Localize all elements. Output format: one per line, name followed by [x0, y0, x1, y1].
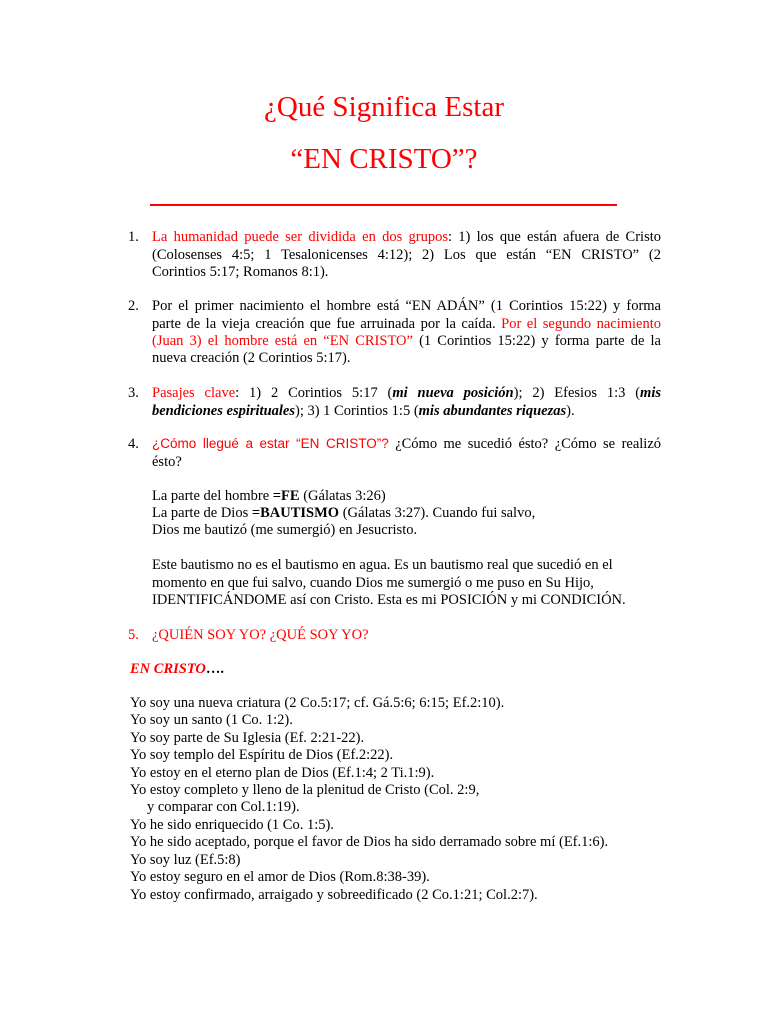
item-highlight: La humanidad puede ser dividida en dos grupos — [152, 229, 448, 245]
list-item: y comparar con Col.1:19). — [147, 799, 300, 815]
item-text-line: (Colosenses 4:5; 1 Tesalonicenses 4:12); 2) Los que están “EN CRISTO” (2 — [152, 247, 661, 263]
item-text-line: ¿Cómo llegué a estar “EN CRISTO”? ¿Cómo me sucedió ésto? ¿Cómo se realizó — [152, 436, 662, 452]
page-title-line-2: “EN CRISTO”? — [290, 143, 478, 175]
item-highlight: (Juan 3) el hombre está en “EN CRISTO” — [152, 333, 413, 349]
section-heading: EN CRISTO…. — [130, 661, 225, 677]
item-text-line: Dios me bautizó (me sumergió) en Jesucristo. — [152, 522, 418, 538]
emphasis: bendiciones espirituales — [152, 403, 295, 419]
item-text-line: Corintios 5:17; Romanos 8:1). — [152, 264, 329, 280]
item-text-line: momento en que fui salvo, cuando Dios me sumergió o me puso en Su Hijo, — [152, 575, 594, 591]
page-title-line-1: ¿Qué Significa Estar — [264, 91, 504, 123]
emphasis: =BAUTISMO — [251, 505, 340, 521]
item-text-line: La parte de Dios =BAUTISMO (Gálatas 3:27). Cuando fui salvo, — [152, 505, 536, 521]
item-text-line: IDENTIFICÁNDOME así con Cristo. Esta es mi POSICIÓN y mi CONDICIÓN. — [152, 592, 626, 608]
item-text-line: ésto? — [152, 454, 182, 470]
item-text-line: Este bautismo no es el bautismo en agua. Es un bautismo real que sucedió en el — [152, 557, 613, 573]
emphasis: mis — [640, 385, 661, 401]
item-number: 4. — [128, 436, 139, 452]
emphasis: mi nueva posición — [392, 385, 514, 401]
list-item: Yo estoy confirmado, arraigado y sobreedificado (2 Co.1:21; Col.2:7). — [130, 887, 538, 903]
list-item: Yo he sido aceptado, porque el favor de Dios ha sido derramado sobre mí (Ef.1:6). — [130, 834, 609, 850]
list-item: Yo soy parte de Su Iglesia (Ef. 2:21-22). — [130, 730, 365, 746]
list-item: Yo estoy en el eterno plan de Dios (Ef.1:4; 2 Ti.1:9). — [130, 765, 435, 781]
list-item: Yo soy luz (Ef.5:8) — [130, 852, 241, 868]
item-highlight: Por el segundo nacimiento — [501, 316, 662, 332]
item-text-line: nueva creación (2 Corintios 5:17). — [152, 350, 351, 366]
item-number: 5. — [128, 627, 139, 643]
list-item: Yo soy un santo (1 Co. 1:2). — [130, 712, 293, 728]
title-divider — [150, 204, 617, 206]
list-item: Yo he sido enriquecido (1 Co. 1:5). — [130, 817, 334, 833]
item-number: 3. — [128, 385, 139, 401]
item-number: 2. — [128, 298, 139, 314]
item-text-line: bendiciones espirituales); 3) 1 Corintios 1:5 (mis abundantes riquezas). — [152, 403, 575, 419]
item-heading: ¿QUIÉN SOY YO? ¿QUÉ SOY YO? — [152, 627, 369, 643]
item-text-line: Por el primer nacimiento el hombre está “EN ADÁN” (1 Corintios 15:22) y forma — [152, 298, 661, 314]
list-item: Yo soy templo del Espíritu de Dios (Ef.2:22). — [130, 747, 394, 763]
item-text-line: La humanidad puede ser dividida en dos grupos: 1) los que están afuera de Cristo — [152, 229, 661, 245]
emphasis: mis abundantes riquezas — [418, 403, 567, 419]
list-item: Yo estoy completo y lleno de la plenitud de Cristo (Col. 2:9, — [130, 782, 480, 798]
section-heading-red: EN CRISTO — [130, 661, 206, 677]
item-text-line: La parte del hombre =FE (Gálatas 3:26) — [152, 488, 386, 504]
item-text-line: parte de la vieja creación que fue arruinada por la caída. Por el segundo nacimiento — [152, 316, 662, 332]
list-item: Yo soy una nueva criatura (2 Co.5:17; cf. Gá.5:6; 6:15; Ef.2:10). — [130, 695, 505, 711]
item-number: 1. — [128, 229, 139, 245]
item-text-line: Pasajes clave: 1) 2 Corintios 5:17 (mi nueva posición); 2) Efesios 1:3 (mis — [152, 385, 661, 401]
item-text-line: (Juan 3) el hombre está en “EN CRISTO” (1 Corintios 15:22) y forma parte de la — [152, 333, 661, 349]
emphasis: =FE — [272, 488, 300, 504]
item-highlight: Pasajes clave — [152, 385, 236, 401]
list-item: Yo estoy seguro en el amor de Dios (Rom.8:38-39). — [130, 869, 430, 885]
item-highlight: ¿Cómo llegué a estar “EN CRISTO”? — [152, 436, 389, 451]
